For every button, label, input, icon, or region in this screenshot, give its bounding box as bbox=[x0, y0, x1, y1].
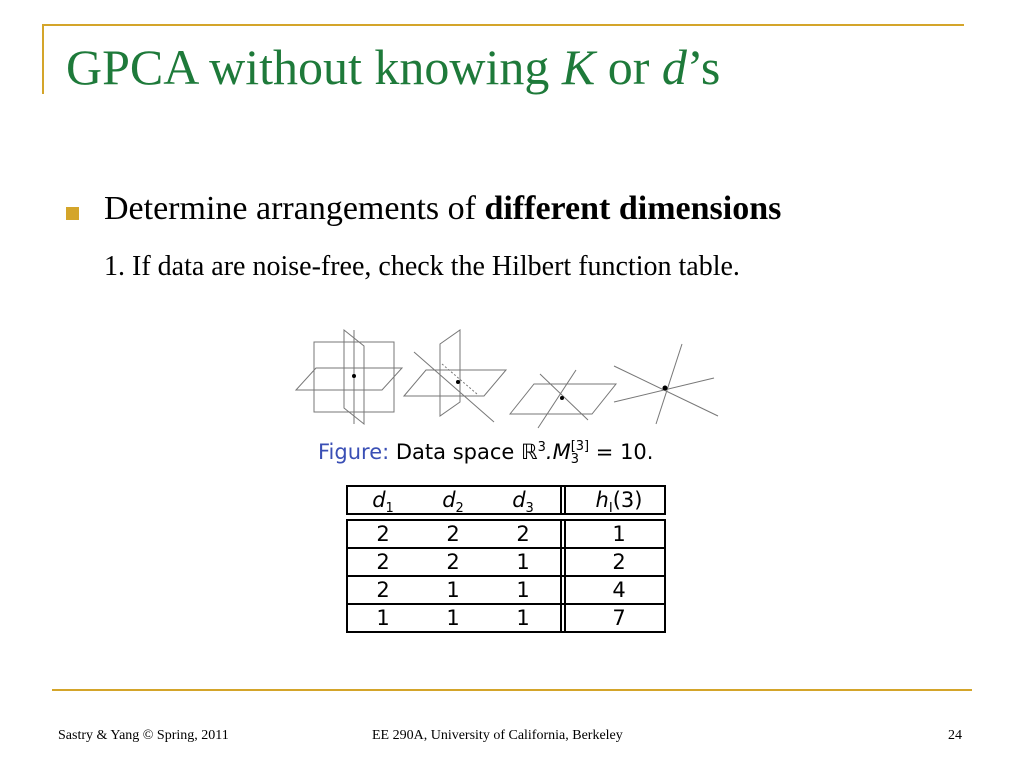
cell-d2: 1 bbox=[446, 606, 460, 630]
column-divider bbox=[560, 577, 566, 603]
column-divider bbox=[560, 521, 566, 547]
cell-d2: 2 bbox=[446, 522, 460, 546]
cell-d3: 1 bbox=[516, 606, 530, 630]
cell-hilbert: 7 bbox=[612, 606, 626, 630]
column-divider bbox=[560, 605, 566, 631]
figure-caption-label: Figure: bbox=[318, 440, 390, 464]
header-hilbert: $h_I(3)$ bbox=[595, 488, 643, 517]
page-number: 24 bbox=[948, 728, 962, 743]
slide-title: GPCA without knowing K or d’s bbox=[66, 39, 721, 95]
footer-divider-line bbox=[52, 689, 972, 691]
table-header-row bbox=[346, 485, 666, 515]
header-d2: $d_2$ bbox=[442, 488, 464, 517]
cell-hilbert: 1 bbox=[612, 522, 626, 546]
cell-hilbert: 2 bbox=[612, 550, 626, 574]
table-row bbox=[346, 575, 666, 605]
cell-hilbert: 4 bbox=[612, 578, 626, 602]
cell-d1: 2 bbox=[376, 578, 390, 602]
footer-author: Sastry & Yang © Spring, 2011 bbox=[58, 728, 229, 743]
footer-course: EE 290A, University of California, Berkeley bbox=[372, 728, 623, 743]
cell-d2: 1 bbox=[446, 578, 460, 602]
top-border-line bbox=[42, 24, 964, 26]
cell-d1: 1 bbox=[376, 606, 390, 630]
table-row bbox=[346, 519, 666, 549]
column-divider bbox=[560, 487, 566, 513]
subspace-arrangements-figure bbox=[292, 318, 722, 430]
table-row bbox=[346, 603, 666, 633]
cell-d2: 2 bbox=[446, 550, 460, 574]
header-d3: $d_3$ bbox=[512, 488, 534, 517]
bullet-text: Determine arrangements of different dimensions bbox=[104, 190, 782, 227]
cell-d1: 2 bbox=[376, 522, 390, 546]
left-border-line bbox=[42, 24, 44, 94]
header-d1: $d_1$ bbox=[372, 488, 394, 517]
figure-caption: Figure: Data space ℝ$^3$.M [3] 3 = 10. bbox=[318, 439, 654, 467]
subitem-text: 1. If data are noise-free, check the Hilbert function table. bbox=[104, 251, 740, 282]
cell-d3: 1 bbox=[516, 550, 530, 574]
hilbert-function-table bbox=[346, 485, 666, 633]
cell-d1: 2 bbox=[376, 550, 390, 574]
table-row bbox=[346, 547, 666, 577]
cell-d3: 2 bbox=[516, 522, 530, 546]
cell-d3: 1 bbox=[516, 578, 530, 602]
bullet-square-icon bbox=[66, 207, 79, 220]
column-divider bbox=[560, 549, 566, 575]
